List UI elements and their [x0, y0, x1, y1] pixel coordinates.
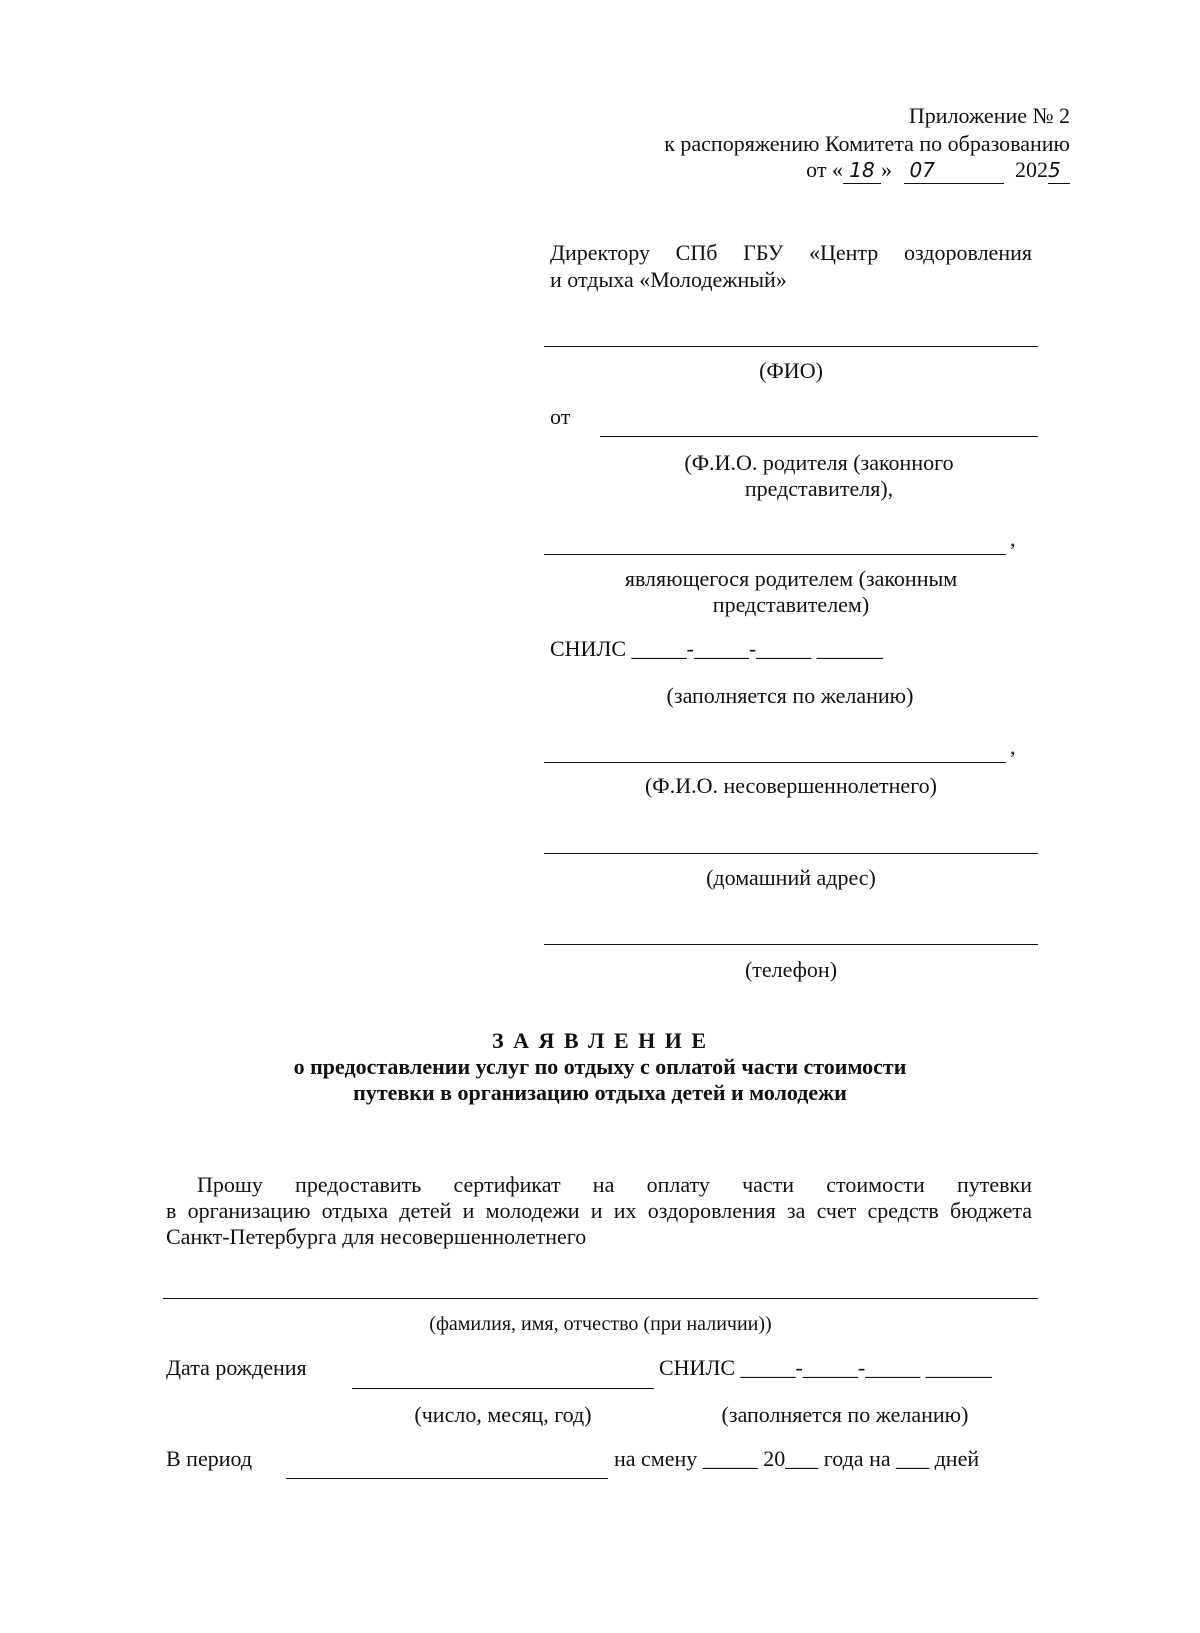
- dob-field[interactable]: [352, 1388, 654, 1389]
- document-title: З А Я В Л Е Н И Е: [491, 1028, 709, 1053]
- date-month: 07: [904, 157, 1004, 184]
- request-text-line-1: Прошу предоставить сертификат на оплату части стоимости путевки: [197, 1172, 1032, 1197]
- parent-fio-label: (Ф.И.О. родителя (законного: [684, 450, 954, 475]
- dob-note: (число, месяц, год): [414, 1402, 592, 1427]
- period-label: В период: [166, 1446, 253, 1471]
- appendix-date: [806, 157, 1070, 184]
- comma-1: ,: [1010, 526, 1016, 551]
- phone-field[interactable]: [544, 944, 1038, 945]
- document-subtitle-2: путевки в организацию отдыха детей и молодежи: [353, 1080, 847, 1105]
- being-parent-label-2: представителем): [712, 592, 870, 617]
- date-mid: »: [881, 157, 892, 182]
- shift-text: на смену _____ 20___ года на ___ дней: [614, 1446, 980, 1471]
- parent-snils-mask: _____-_____-_____ ______: [631, 636, 883, 661]
- dob-label: Дата рождения: [166, 1355, 307, 1380]
- parent-extra-field[interactable]: [544, 554, 1006, 555]
- minor-snils[interactable]: [659, 1355, 992, 1381]
- addressee-line-1: Директору СПб ГБУ «Центр оздоровления: [550, 240, 1032, 265]
- fio-label: (ФИО): [759, 358, 823, 383]
- document-subtitle-1: о предоставлении услуг по отдыху с оплатой части стоимости: [293, 1054, 907, 1079]
- appendix-reference: к распоряжению Комитета по образованию: [664, 131, 1070, 156]
- minor-fio-label: (Ф.И.О. несовершеннолетнего): [644, 773, 937, 798]
- fio-field[interactable]: [544, 346, 1038, 347]
- parent-snils[interactable]: [550, 636, 883, 662]
- parent-fio-label-2: представителя),: [744, 476, 894, 501]
- address-field[interactable]: [544, 853, 1038, 854]
- parent-snils-label: СНИЛС: [550, 636, 627, 661]
- request-text-line-3: Санкт-Петербурга для несовершеннолетнего: [166, 1224, 587, 1249]
- date-year-suffix: 5: [1048, 157, 1070, 184]
- address-label: (домашний адрес): [706, 865, 876, 890]
- period-field[interactable]: [286, 1478, 608, 1479]
- minor-snils-label: СНИЛС: [659, 1355, 736, 1380]
- phone-label: (телефон): [744, 957, 838, 982]
- minor-name-label: (фамилия, имя, отчество (при наличии)): [429, 1313, 772, 1335]
- date-prefix: от «: [806, 157, 843, 182]
- minor-fio-field[interactable]: [544, 762, 1006, 763]
- date-day: 18: [843, 157, 881, 184]
- minor-snils-mask: _____-_____-_____ ______: [740, 1355, 992, 1380]
- being-parent-label: являющегося родителем (законным: [624, 566, 958, 591]
- addressee-line-2: и отдыха «Молодежный»: [550, 267, 787, 292]
- date-year-prefix: 202: [1015, 157, 1048, 182]
- from-label: от: [550, 404, 571, 429]
- minor-name-field[interactable]: [163, 1298, 1038, 1299]
- minor-snils-note: (заполняется по желанию): [721, 1402, 969, 1427]
- parent-snils-note: (заполняется по желанию): [666, 683, 914, 708]
- request-text-line-2: в организацию отдыха детей и молодежи и их оздоровления за счет средств бюджета: [166, 1198, 1032, 1223]
- parent-fio-field[interactable]: [600, 436, 1038, 437]
- comma-2: ,: [1010, 734, 1016, 759]
- appendix-number: Приложение № 2: [908, 103, 1070, 128]
